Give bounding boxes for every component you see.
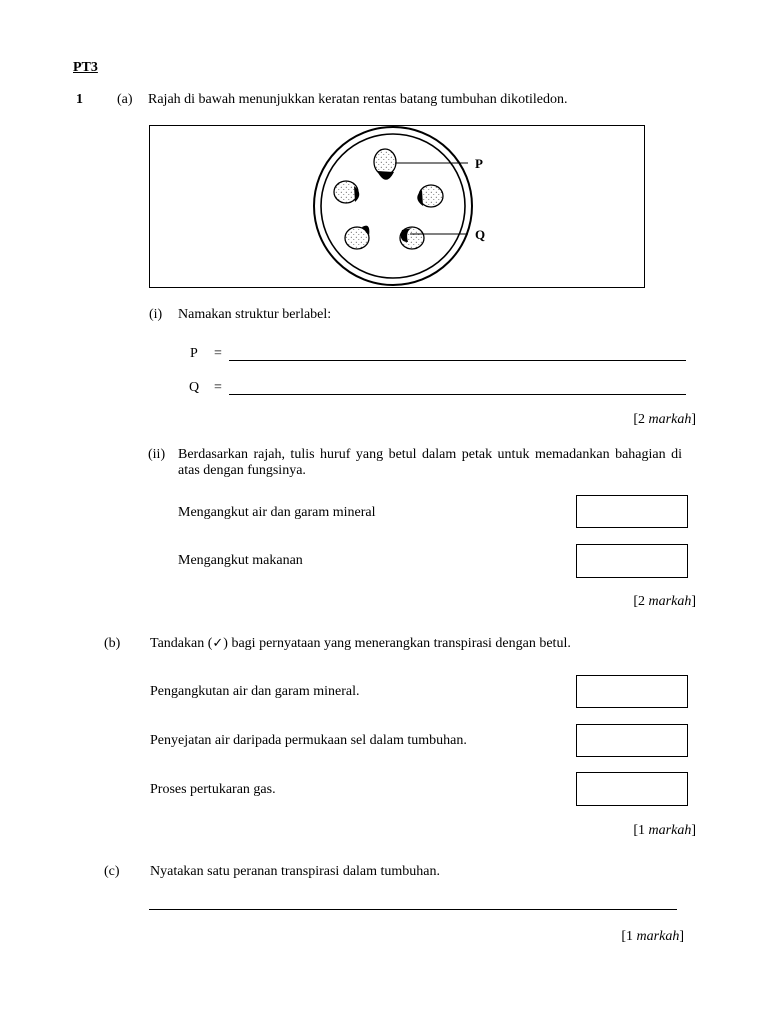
part-c-prompt: Nyatakan satu peranan transpirasi dalam tumbuhan.: [150, 864, 441, 879]
epidermis-outer-ring: [314, 127, 472, 285]
stem-cross-section-diagram: [150, 126, 644, 287]
sub-i-prompt: Namakan struktur berlabel:: [178, 307, 332, 322]
answer-p-label: P: [190, 346, 198, 361]
question-number: 1: [76, 92, 83, 107]
label-q: Q: [475, 227, 486, 242]
statement-1: Pengangkutan air dan garam mineral.: [150, 684, 360, 699]
vascular-bundle-lower-right: [400, 227, 424, 249]
function-item-2: Mengangkut makanan: [178, 553, 303, 568]
vascular-bundle-top: [374, 149, 396, 180]
vascular-bundle-lower-left: [345, 226, 369, 249]
section-heading: PT3: [73, 60, 98, 75]
part-c-answer-line[interactable]: [149, 909, 677, 910]
part-a-label: (a): [117, 92, 133, 107]
marks-part-b: [1 markah]: [633, 823, 696, 838]
part-c-label: (c): [104, 864, 120, 879]
answer-p-line[interactable]: [229, 360, 686, 361]
part-a-intro: Rajah di bawah menunjukkan keratan rentas batang tumbuhan dikotiledon.: [148, 92, 568, 107]
answer-q-label: Q: [189, 380, 200, 395]
part-b-label: (b): [104, 636, 121, 651]
sub-i-label: (i): [149, 307, 163, 322]
statement-3: Proses pertukaran gas.: [150, 782, 276, 797]
sub-ii-prompt: Berdasarkan rajah, tulis huruf yang betul dalam petak untuk memadankan bahagian di atas dengan fungsinya.: [178, 447, 682, 478]
vascular-bundle-left: [334, 181, 359, 203]
tick-box-3[interactable]: [576, 772, 688, 806]
stem-cross-section-figure: [149, 125, 645, 288]
answer-q-line[interactable]: [229, 394, 686, 395]
tick-box-2[interactable]: [576, 724, 688, 757]
function-answer-box-2[interactable]: [576, 544, 688, 578]
marks-sub-i: [2 markah]: [633, 412, 696, 427]
check-mark-icon: ✓: [212, 636, 224, 651]
vascular-bundle-right: [417, 185, 443, 207]
answer-q-equals: =: [214, 380, 222, 395]
answer-p-equals: =: [214, 346, 222, 361]
statement-2: Penyejatan air daripada permukaan sel dalam tumbuhan.: [150, 733, 467, 748]
marks-part-c: [1 markah]: [621, 929, 684, 944]
function-item-1: Mengangkut air dan garam mineral: [178, 505, 376, 520]
sub-ii-label: (ii): [148, 447, 166, 462]
label-p: P: [475, 156, 483, 171]
marks-sub-ii: [2 markah]: [633, 594, 696, 609]
tick-box-1[interactable]: [576, 675, 688, 708]
part-b-prompt: Tandakan (✓) bagi pernyataan yang menerangkan transpirasi dengan betul.: [150, 636, 571, 651]
function-answer-box-1[interactable]: [576, 495, 688, 528]
